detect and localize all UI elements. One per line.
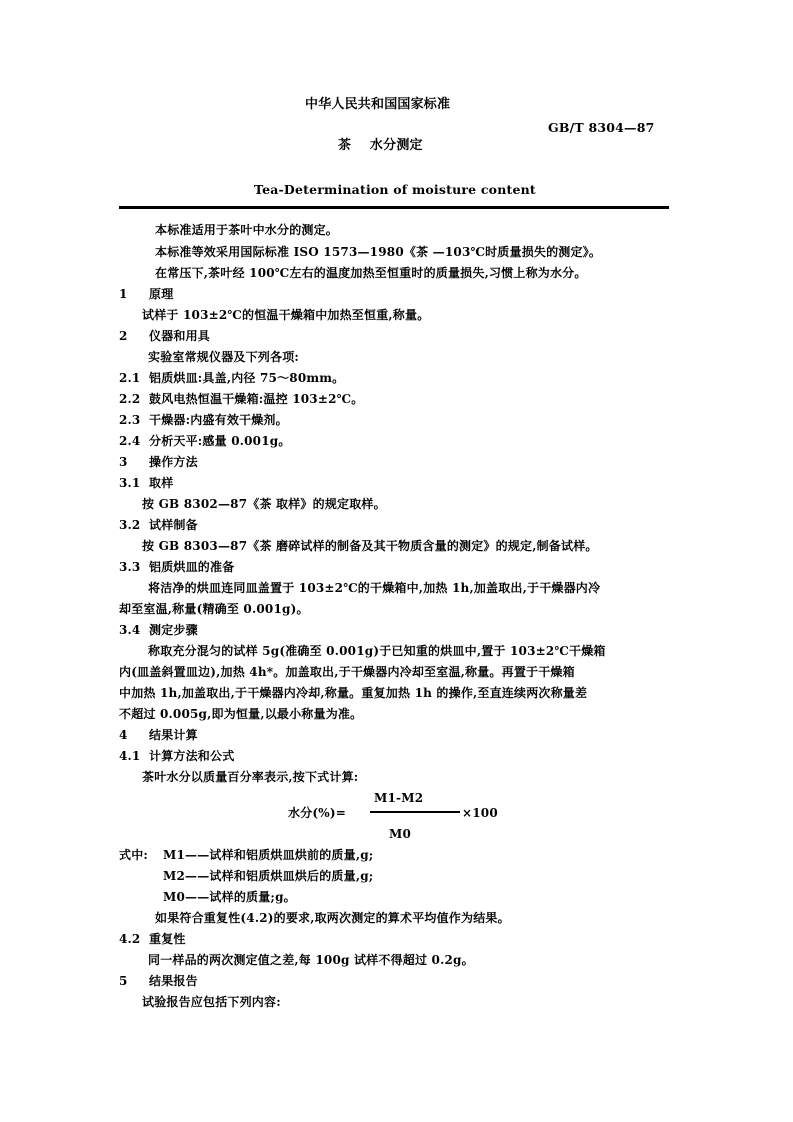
- variable-definition: M0——试样的质量;g。: [163, 890, 296, 904]
- section-number: 2: [119, 329, 128, 343]
- intro-paragraph: 在常压下,茶叶经 100℃左右的温度加热至恒重时的质量损失,习惯上称为水分。: [155, 266, 587, 280]
- section-heading: [119, 454, 198, 470]
- section-title: 结果计算: [149, 728, 198, 742]
- paragraph: 实验室常规仪器及下列各项:: [148, 350, 300, 364]
- section-number: 3: [119, 455, 128, 469]
- paragraph: 按 GB 8303—87《茶 磨碎试样的制备及其干物质含量的测定》的规定,制备试样。: [142, 539, 598, 553]
- intro-paragraph: 本标准适用于茶叶中水分的测定。: [155, 223, 339, 237]
- paragraph-line: 却至室温,称量(精确至 0.001g)。: [119, 602, 309, 616]
- paragraph-line: 将洁净的烘皿连同皿盖置于 103±2℃的干燥箱中,加热 1h,加盖取出,于干燥器内冷: [148, 581, 601, 595]
- formula-denominator: M0: [389, 827, 412, 841]
- section-title: 取样: [149, 476, 174, 490]
- item-text: 鼓风电热恒温干燥箱:温控 103±2℃。: [149, 392, 364, 406]
- section-number: 3.2: [119, 518, 141, 532]
- item-number: 2.3: [119, 413, 141, 427]
- section-title: 试样制备: [149, 518, 198, 532]
- section-title: 原理: [149, 287, 174, 301]
- paragraph: 试样于 103±2℃的恒温干燥箱中加热至恒重,称量。: [142, 308, 430, 322]
- formula-numerator: M1-M2: [374, 791, 424, 805]
- section-title: 重复性: [149, 932, 186, 946]
- formula-lhs: 水分(%)=: [288, 806, 347, 820]
- paragraph: 按 GB 8302—87《茶 取样》的规定取样。: [142, 497, 386, 511]
- paragraph: 如果符合重复性(4.2)的要求,取两次测定的算术平均值作为结果。: [155, 911, 510, 925]
- section-title: 结果报告: [149, 974, 198, 988]
- subsection-heading: [119, 622, 198, 638]
- formula-multiplier: ×100: [462, 806, 498, 820]
- subsection-heading: [119, 517, 198, 533]
- item-text: 铝质烘皿:具盖,内径 75～80mm。: [149, 371, 345, 385]
- section-number: 3.4: [119, 623, 141, 637]
- document-title: 茶 水分测定: [338, 138, 423, 153]
- section-heading: [119, 727, 198, 743]
- item-number: 2.1: [119, 371, 141, 385]
- variable-definition: M1——试样和铝质烘皿烘前的质量,g;: [163, 848, 374, 862]
- section-number: 5: [119, 974, 128, 988]
- section-heading: [119, 973, 198, 989]
- subsection-heading: [119, 559, 234, 575]
- list-item: [119, 412, 288, 428]
- paragraph-line: 中加热 1h,加盖取出,于干燥器内冷却,称量。重复加热 1h 的操作,至直连续两次称量差: [119, 686, 588, 700]
- list-item: [119, 391, 363, 407]
- section-number: 3.3: [119, 560, 141, 574]
- section-number: 1: [119, 287, 128, 301]
- item-text: 干燥器:内盛有效干燥剂。: [149, 413, 288, 427]
- paragraph-line: 内(皿盖斜置皿边),加热 4h*。加盖取出,于干燥器内冷却至室温,称量。再置于干燥箱: [119, 665, 575, 679]
- paragraph: 茶叶水分以质量百分率表示,按下式计算:: [142, 770, 359, 784]
- section-title: 计算方法和公式: [149, 749, 235, 763]
- standard-code: GB/T 8304—87: [548, 120, 655, 135]
- paragraph: 同一样品的两次测定值之差,每 100g 试样不得超过 0.2g。: [148, 953, 474, 967]
- section-number: 4.1: [119, 749, 141, 763]
- section-heading: [119, 328, 210, 344]
- fraction-bar: [370, 811, 460, 813]
- english-title: Tea-Determination of moisture content: [254, 182, 536, 197]
- paragraph: 试验报告应包括下列内容:: [142, 995, 281, 1009]
- item-text: 分析天平:感量 0.001g。: [149, 434, 291, 448]
- section-heading: [119, 286, 173, 302]
- list-item: [119, 433, 291, 449]
- subsection-heading: [119, 931, 186, 947]
- intro-paragraph: 本标准等效采用国际标准 ISO 1573—1980《茶 —103℃时质量损失的测定》。: [155, 245, 602, 259]
- section-number: 4.2: [119, 932, 141, 946]
- section-title: 测定步骤: [149, 623, 198, 637]
- header-rule: [119, 206, 669, 209]
- where-label: 式中:: [119, 848, 149, 862]
- variable-definition: M2——试样和铝质烘皿烘后的质量,g;: [163, 869, 374, 883]
- subsection-heading: [119, 475, 173, 491]
- section-title: 仪器和用具: [149, 329, 211, 343]
- list-item: [119, 370, 344, 386]
- item-number: 2.4: [119, 434, 141, 448]
- section-title: 铝质烘皿的准备: [149, 560, 235, 574]
- item-number: 2.2: [119, 392, 141, 406]
- paragraph-line: 不超过 0.005g,即为恒量,以最小称量为准。: [119, 707, 363, 721]
- standard-name: 中华人民共和国国家标准: [305, 97, 451, 112]
- section-title: 操作方法: [149, 455, 198, 469]
- paragraph-line: 称取充分混匀的试样 5g(准确至 0.001g)于已知重的烘皿中,置于 103±2℃干燥箱: [148, 644, 606, 658]
- section-number: 4: [119, 728, 128, 742]
- subsection-heading: [119, 748, 234, 764]
- section-number: 3.1: [119, 476, 141, 490]
